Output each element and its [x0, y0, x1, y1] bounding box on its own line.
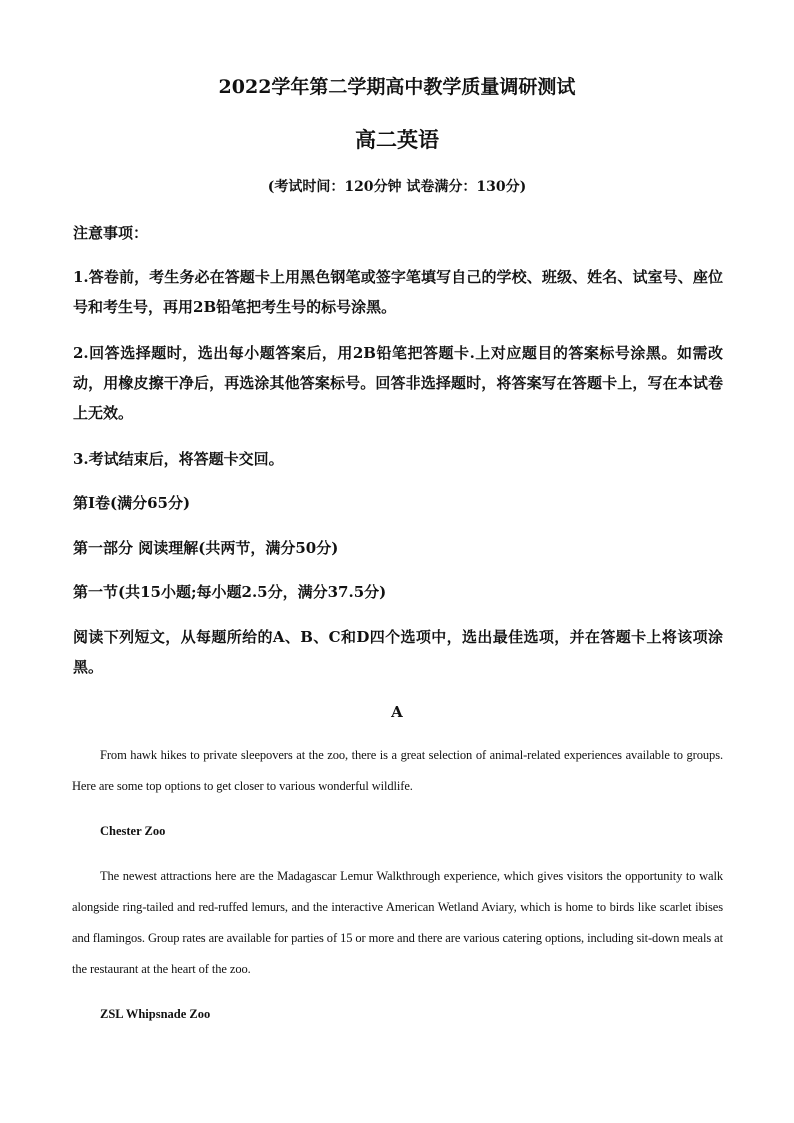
- zoo-paragraph-chester-text: The newest attractions here are the Madagascar Lemur Walkthrough experience, which gives visitors the opportunity to walk alongside ring-tailed and red-ruffed lemurs, and the interactive American Wetland Aviary, which is home to birds like scarlet ibises and flamingos. Group rates are available for parties of 15 or more and there are various catering options, including sit-down meals at the restaurant at the heart of the zoo.: [72, 869, 723, 976]
- reading-instruction: 阅读下列短文，从每题所给的A、B、C和D四个选项中，选出最佳选项，并在答题卡上将该项涂黑。: [73, 628, 723, 676]
- zoo-paragraph-chester: [72, 861, 723, 985]
- note-item-3: 3.考试结束后，将答题卡交回。: [73, 450, 284, 468]
- section-heading: 第一节(共15小题;每小题2.5分，满分37.5分): [73, 583, 387, 601]
- zoo-title-whipsnade: ZSL Whipsnade Zoo: [100, 1007, 211, 1021]
- note-item-2: 2.回答选择题时，选出每小题答案后，用2B铅笔把答题卡.上对应题目的答案标号涂黑。如需改动，用橡皮擦干净后，再选涂其他答案标号。回答非选择题时，将答案写在答题卡上，写在本试卷上无效。: [73, 344, 723, 422]
- exam-info: (考试时间：120分钟 试卷满分：130分): [267, 179, 527, 195]
- subject-title: 高二英语: [355, 127, 439, 152]
- passage-intro-text: From hawk hikes to private sleepovers at the zoo, there is a great selection of animal-related experiences available to groups. Here are some top options to get closer to various wonderful wildlife.: [72, 748, 723, 793]
- zoo-title-chester: Chester Zoo: [100, 824, 166, 838]
- notes-heading: 注意事项：: [73, 224, 149, 242]
- volume-heading: 第I卷(满分65分): [73, 494, 191, 512]
- part-heading: 第一部分 阅读理解(共两节，满分50分): [73, 539, 339, 557]
- note-item-1: 1.答卷前，考生务必在答题卡上用黑色钢笔或签字笔填写自己的学校、班级、姓名、试室号、座位号和考生号，再用2B铅笔把考生号的标号涂黑。: [73, 268, 723, 316]
- passage-intro: [72, 740, 723, 802]
- exam-title: 2022学年第二学期高中教学质量调研测试: [218, 76, 576, 98]
- passage-label: A: [391, 703, 403, 721]
